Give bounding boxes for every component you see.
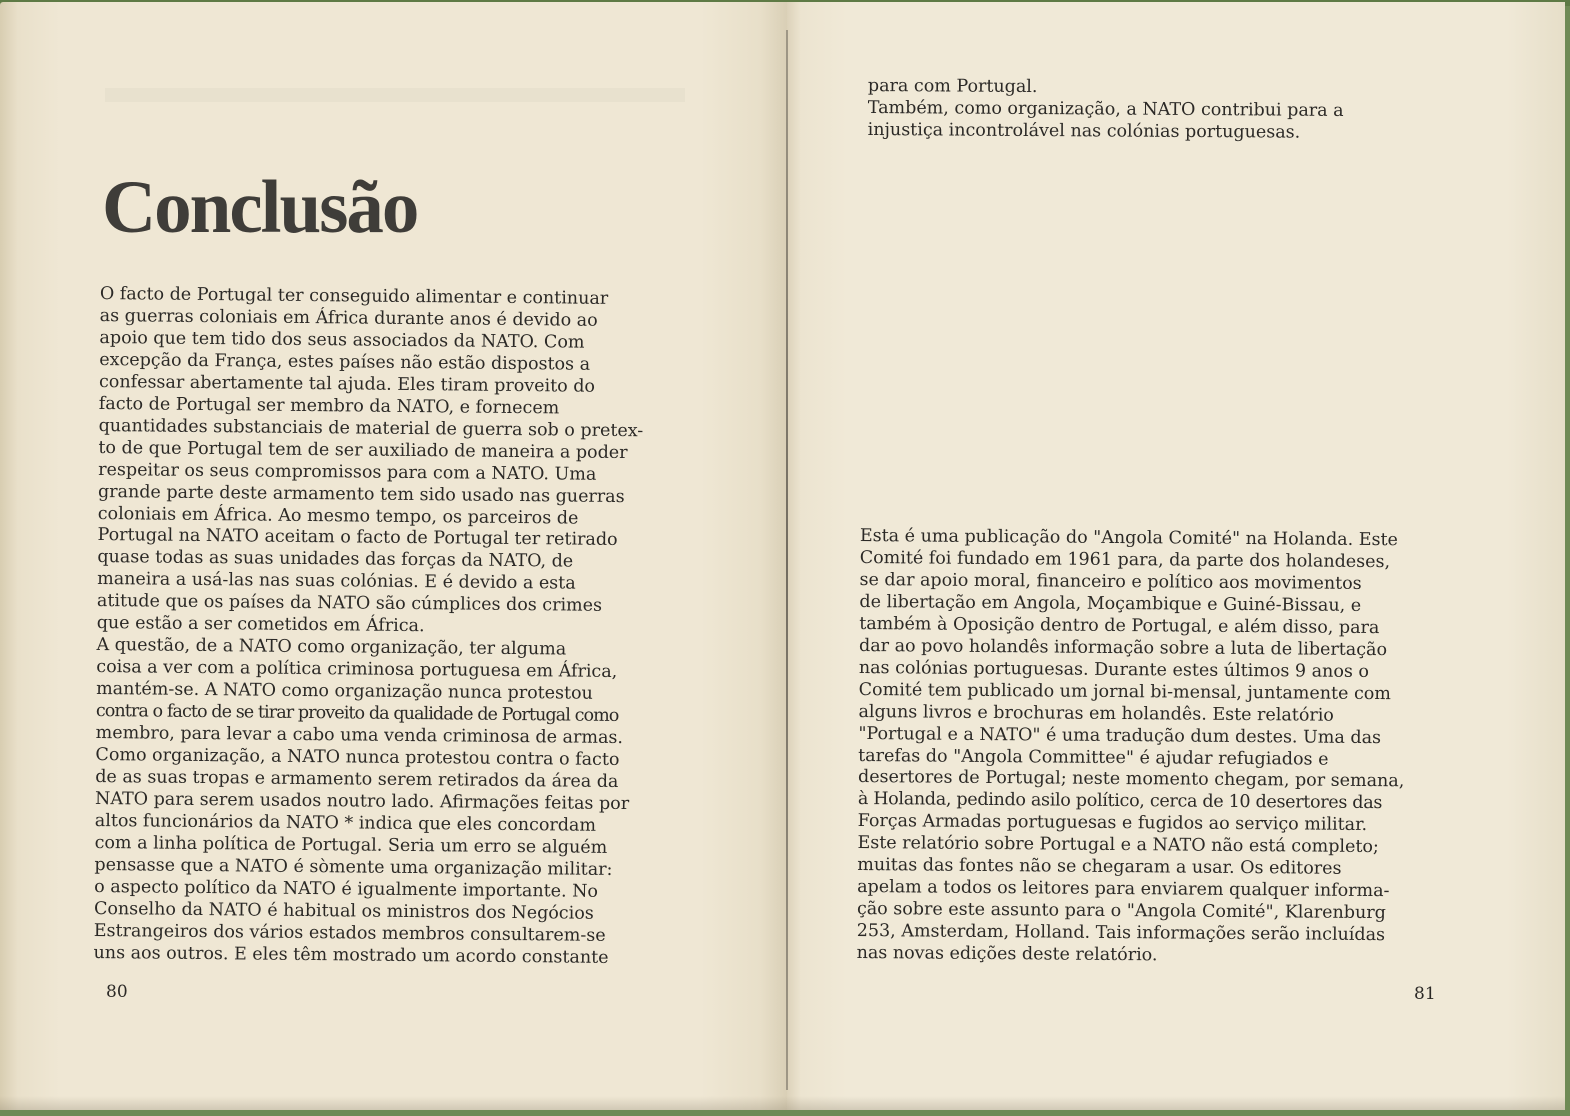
continued-paragraph bbox=[868, 76, 1344, 145]
text-line: confessar abertamente tal ajuda. Eles tiram proveito do bbox=[98, 371, 596, 397]
page-heading: Conclusão bbox=[102, 166, 418, 249]
text-line: Comité tem publicado um jornal bi-mensal, juntamente com bbox=[858, 679, 1392, 704]
text-line: muitas das fontes não se chegaram a usar. Os editores bbox=[857, 855, 1342, 880]
conclusion-paragraph bbox=[93, 284, 644, 970]
text-line: se dar apoio moral, financeiro e político aos movimentos bbox=[859, 569, 1362, 594]
text-line: desertores de Portugal; neste momento chegam, por semana, bbox=[857, 767, 1405, 792]
page-number: 80 bbox=[106, 982, 128, 1002]
text-line: pensasse que a NATO é sòmente uma organização militar: bbox=[94, 854, 613, 880]
show-through-text bbox=[105, 88, 685, 102]
text-line: as guerras coloniais em África durante anos é devido ao bbox=[99, 305, 598, 331]
text-line: apelam a todos os leitores para enviarem qualquer informa- bbox=[857, 877, 1390, 902]
text-line: O facto de Portugal ter conseguido alimentar e continuar bbox=[99, 284, 609, 309]
text-line: nas colónias portuguesas. Durante estes últimos 9 anos o bbox=[858, 657, 1370, 682]
text-line: quase todas as suas unidades das forças da NATO, de bbox=[97, 547, 574, 572]
text-line: ção sobre este assunto para o "Angola Comité", Klarenburg bbox=[856, 899, 1386, 924]
left-page bbox=[0, 2, 787, 1110]
text-line: membro, para levar a cabo uma venda criminosa de armas. bbox=[95, 723, 624, 749]
text-line: mantém-se. A NATO como organização nunca protestou bbox=[96, 679, 593, 704]
text-line: alguns livros e brochuras em holandês. Este relatório bbox=[858, 701, 1334, 726]
text-line: coisa a ver com a política criminosa portuguesa em África, bbox=[96, 657, 618, 683]
text-line: to de que Portugal tem de ser auxiliado de maneira a poder bbox=[98, 437, 628, 463]
text-line: quantidades substanciais de material de guerra sob o pretex- bbox=[98, 415, 644, 441]
publisher-note bbox=[857, 526, 1407, 969]
text-line: A questão, de a NATO como organização, ter alguma bbox=[96, 635, 567, 660]
text-line: Estrangeiros dos vários estados membros consultarem-se bbox=[93, 920, 606, 946]
text-line: Portugal na NATO aceitam o facto de Portugal ter retirado bbox=[97, 525, 618, 551]
text-line: Também, como organização, a NATO contribui para a bbox=[867, 97, 1344, 121]
page-shadow bbox=[787, 1096, 1565, 1110]
page-number: 81 bbox=[1414, 984, 1436, 1004]
text-line: Este relatório sobre Portugal e a NATO não está completo; bbox=[857, 833, 1379, 858]
text-line: NATO para serem usados noutro lado. Afirmações feitas por bbox=[94, 788, 630, 815]
text-line: grande parte deste armamento tem sido usado nas guerras bbox=[97, 481, 625, 507]
text-line: dar ao povo holandês informação sobre a luta de libertação bbox=[858, 635, 1388, 660]
text-line: para com Portugal. bbox=[867, 76, 1038, 98]
page-shadow bbox=[0, 1096, 787, 1110]
text-line: de as suas tropas e armamento serem retirados da área da bbox=[95, 766, 619, 792]
text-line: Conselho da NATO é habitual os ministros dos Negócios bbox=[93, 898, 594, 924]
text-line: também à Oposição dentro de Portugal, e além disso, para bbox=[859, 613, 1380, 638]
text-line: Forças Armadas portuguesas e fugidos ao serviço militar. bbox=[857, 811, 1368, 836]
text-line: altos funcionários da NATO * indica que eles concordam bbox=[94, 810, 597, 836]
text-line: excepção da França, estes países não estão dispostos a bbox=[99, 349, 591, 375]
text-line: coloniais em África. Ao mesmo tempo, os parceiros de bbox=[97, 503, 579, 529]
text-line: atitude que os países da NATO são cúmplices dos crimes bbox=[96, 591, 603, 617]
text-line: com a linha política de Portugal. Seria um erro se alguém bbox=[94, 832, 608, 858]
text-line: tarefas do "Angola Committee" é ajudar refugiados e bbox=[858, 745, 1329, 770]
text-line: 253, Amsterdam, Holland. Tais informações serão incluídas bbox=[856, 921, 1386, 946]
text-line: Comité foi fundado em 1961 para, da parte dos holandeses, bbox=[859, 547, 1391, 573]
text-line: Esta é uma publicação do "Angola Comité" na Holanda. Este bbox=[859, 526, 1398, 551]
text-line: "Portugal e a NATO" é uma tradução dum destes. Uma das bbox=[858, 723, 1382, 748]
text-line: uns aos outros. E eles têm mostrado um acordo constante bbox=[93, 942, 609, 968]
text-line: nas novas edições deste relatório. bbox=[856, 943, 1158, 966]
text-line: apoio que tem tido dos seus associados da NATO. Com bbox=[99, 327, 585, 353]
text-line: facto de Portugal ser membro da NATO, e fornecem bbox=[98, 393, 560, 419]
text-line: respeitar os seus compromissos para com a NATO. Uma bbox=[98, 459, 597, 485]
text-line: o aspecto político da NATO é igualmente importante. No bbox=[94, 876, 599, 902]
text-line: que estão a ser cometidos em África. bbox=[96, 613, 425, 637]
text-line: de libertação em Angola, Moçambique e Guiné-Bissau, e bbox=[859, 591, 1362, 616]
book-gutter bbox=[786, 30, 788, 1090]
text-line: injustiça incontrolável nas colónias portuguesas. bbox=[867, 119, 1301, 143]
text-line: contra o facto de se tirar proveito da qualidade de Portugal como bbox=[95, 701, 619, 727]
text-line: Como organização, a NATO nunca protestou contra o facto bbox=[95, 744, 620, 771]
text-line: maneira a usá-las nas suas colónias. E é devido a esta bbox=[97, 569, 576, 594]
text-line: à Holanda, pedindo asilo político, cerca de 10 desertores das bbox=[857, 789, 1383, 814]
